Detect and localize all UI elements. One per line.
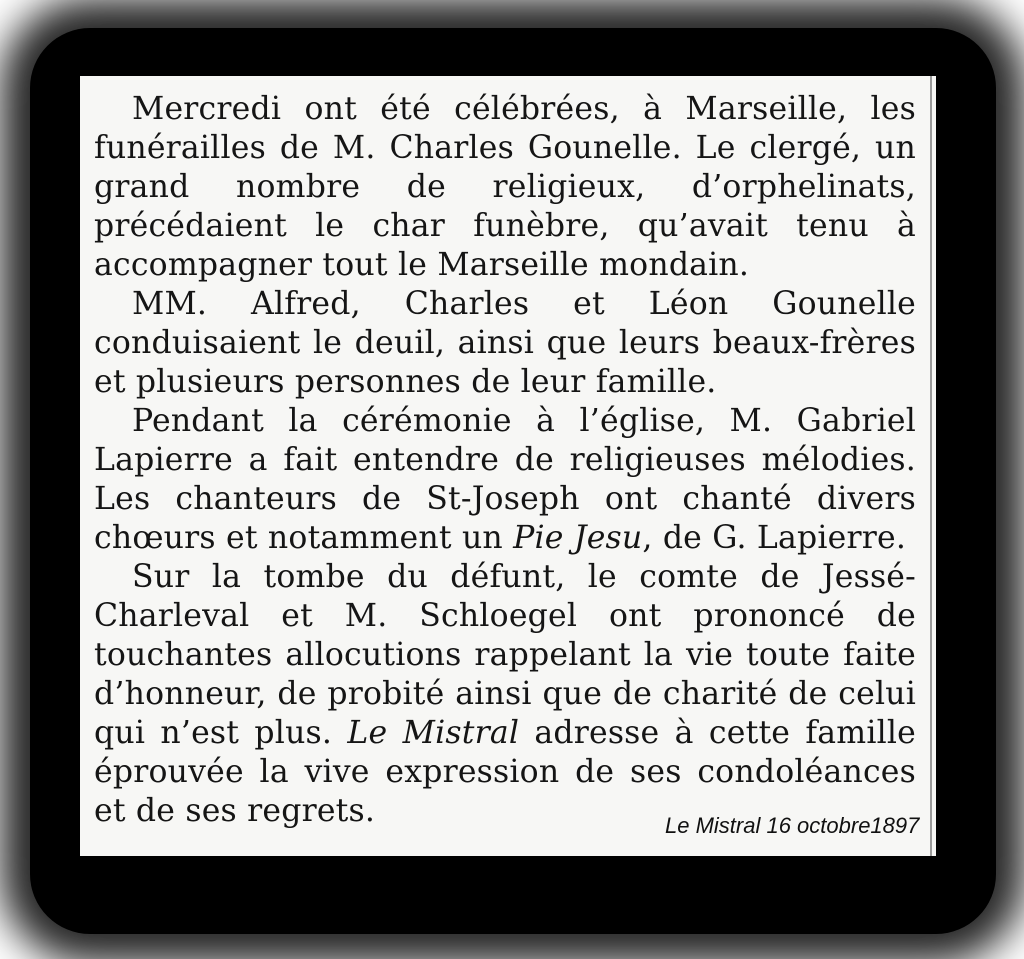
paragraph-grave [94, 558, 916, 831]
source-caption: Le Mistral 16 octobre1897 [665, 813, 920, 838]
paragraph-ceremony-text-start: Pendant la cérémonie à l’église, M. Gabriel Lapierre a fait entendre de religieuses mélodies. Les chanteurs de St-Joseph ont chanté divers chœurs et notamment un [94, 403, 916, 556]
paragraph-funeral: Mercredi ont été célébrées, à Marseille, les funérailles de M. Charles Gounelle. Le clergé, un grand nombre de religieux, d’orphelinats, précédaient le char funèbre, qu’avait tenu à accompagner tout le Marseille mondain. [94, 91, 916, 283]
paragraph-mourners: MM. Alfred, Charles et Léon Gounelle conduisaient le deuil, ainsi que leurs beaux-frères et plusieurs personnes de leur famille. [94, 286, 916, 400]
paragraph-ceremony [94, 402, 916, 558]
paragraph-ceremony-text-end: , de G. Lapierre. [642, 520, 907, 556]
paragraph-grave-text-end: adresse à cette famille éprouvée la vive expression de ses condoléances et de ses regrets. [94, 715, 916, 829]
column-rule [930, 76, 932, 856]
paragraph-grave-text-start: Sur la tombe du défunt, le comte de Jessé-Charleval et M. Schloegel ont prononcé de touchantes allocutions rappelant la vie toute faite d’honneur, de probité ainsi que de charité de celui qui n’est plus. [94, 559, 916, 751]
newspaper-name: Le Mistral [347, 715, 520, 751]
pie-jesu-title: Pie Jesu [513, 520, 643, 556]
article-body [94, 90, 916, 831]
newspaper-clipping [80, 76, 936, 856]
